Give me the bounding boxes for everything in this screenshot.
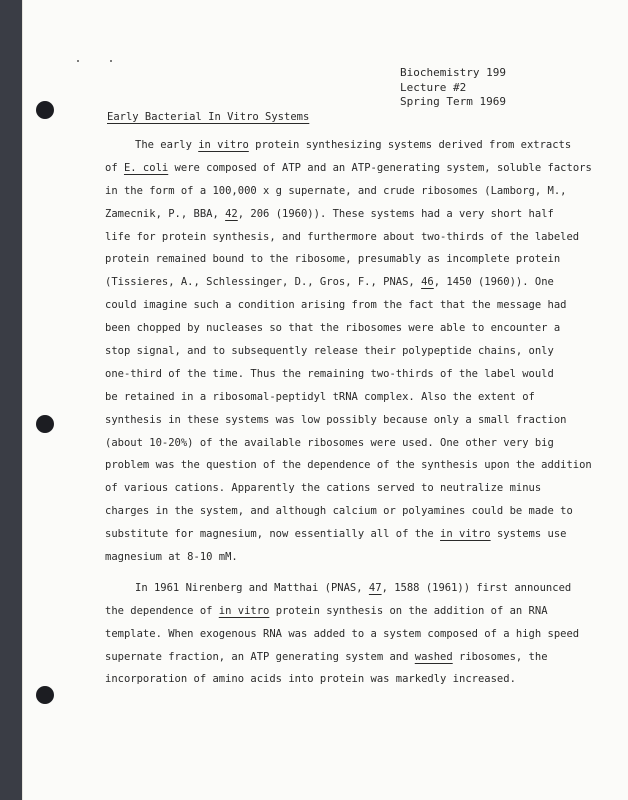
text-line: incorporation of amino acids into protein was markedly increased. [105,673,516,686]
document-header [400,66,506,110]
text-line: charges in the system, and although calcium or polyamines could be made to [105,505,573,518]
text-line: could imagine such a condition arising from the fact that the message had [105,299,567,312]
section-title: Early Bacterial In Vitro Systems [107,111,310,123]
text-line: supernate fraction, an ATP generating system and washed ribosomes, the [105,650,548,663]
text-line: stop signal, and to subsequently release their polypeptide chains, only [105,345,554,358]
text-line: the dependence of in vitro protein synthesis on the addition of an RNA [105,604,548,617]
paper-speck [77,60,79,62]
course-name: Biochemistry 199 [400,66,506,79]
paper-speck [110,60,112,62]
binder-hole-top [36,101,54,119]
text-line: of E. coli were composed of ATP and an ATP-generating system, soluble factors [105,161,592,174]
underlined-text: in vitro [218,604,270,617]
text-line: template. When exogenous RNA was added to a system composed of a high speed [105,627,580,640]
document-body [105,134,605,691]
text-line: be retained in a ribosomal-peptidyl tRNA complex. Also the extent of [105,390,535,403]
text-line: been chopped by nucleases so that the ribosomes were able to encounter a [105,322,561,335]
underlined-text: 47 [368,581,382,594]
underlined-text: 42 [225,207,238,220]
text-line: Zamecnik, P., BBA, 42, 206 (1960)). These systems had a very short half [105,207,554,220]
lecture-number: Lecture #2 [400,80,467,94]
text-line: life for protein synthesis, and furthermore about two-thirds of the labeled [105,230,580,243]
underlined-text: in vitro [440,528,491,541]
term: Spring Term 1969 [400,95,506,108]
underlined-text: washed [414,650,453,663]
text-line: problem was the question of the dependence of the synthesis upon the addition [105,459,592,472]
text-line: (Tissieres, A., Schlessinger, D., Gros, F., PNAS, 46, 1450 (1960)). One [105,276,554,289]
text-line: The early in vitro protein synthesizing systems derived from extracts [135,139,572,151]
underlined-text: E. coli [123,161,169,174]
text-line: (about 10-20%) of the available ribosomes were used. One other very big [105,436,554,449]
document-page [22,0,628,800]
text-line: In 1961 Nirenberg and Matthai (PNAS, 47, 1588 (1961)) first announced [135,581,572,594]
text-line: in the form of a 100,000 x g supernate, and crude ribosomes (Lamborg, M., [105,184,567,197]
text-line: magnesium at 8-10 mM. [105,551,238,564]
text-line: one-third of the time. Thus the remaining two-thirds of the label would [105,367,554,380]
text-line: of various cations. Apparently the cations served to neutralize minus [105,482,542,495]
paragraph-2 [105,577,605,691]
paragraph-1 [105,134,605,569]
text-line: substitute for magnesium, now essentially all of the in vitro systems use [105,528,567,541]
binder-hole-bottom [36,686,54,704]
text-line: synthesis in these systems was low possibly because only a small fraction [105,413,567,426]
underlined-text: in vitro [198,139,249,151]
underlined-text: 46 [421,276,434,289]
text-line: protein remained bound to the ribosome, presumably as incomplete protein [105,253,561,266]
binder-hole-middle [36,415,54,433]
